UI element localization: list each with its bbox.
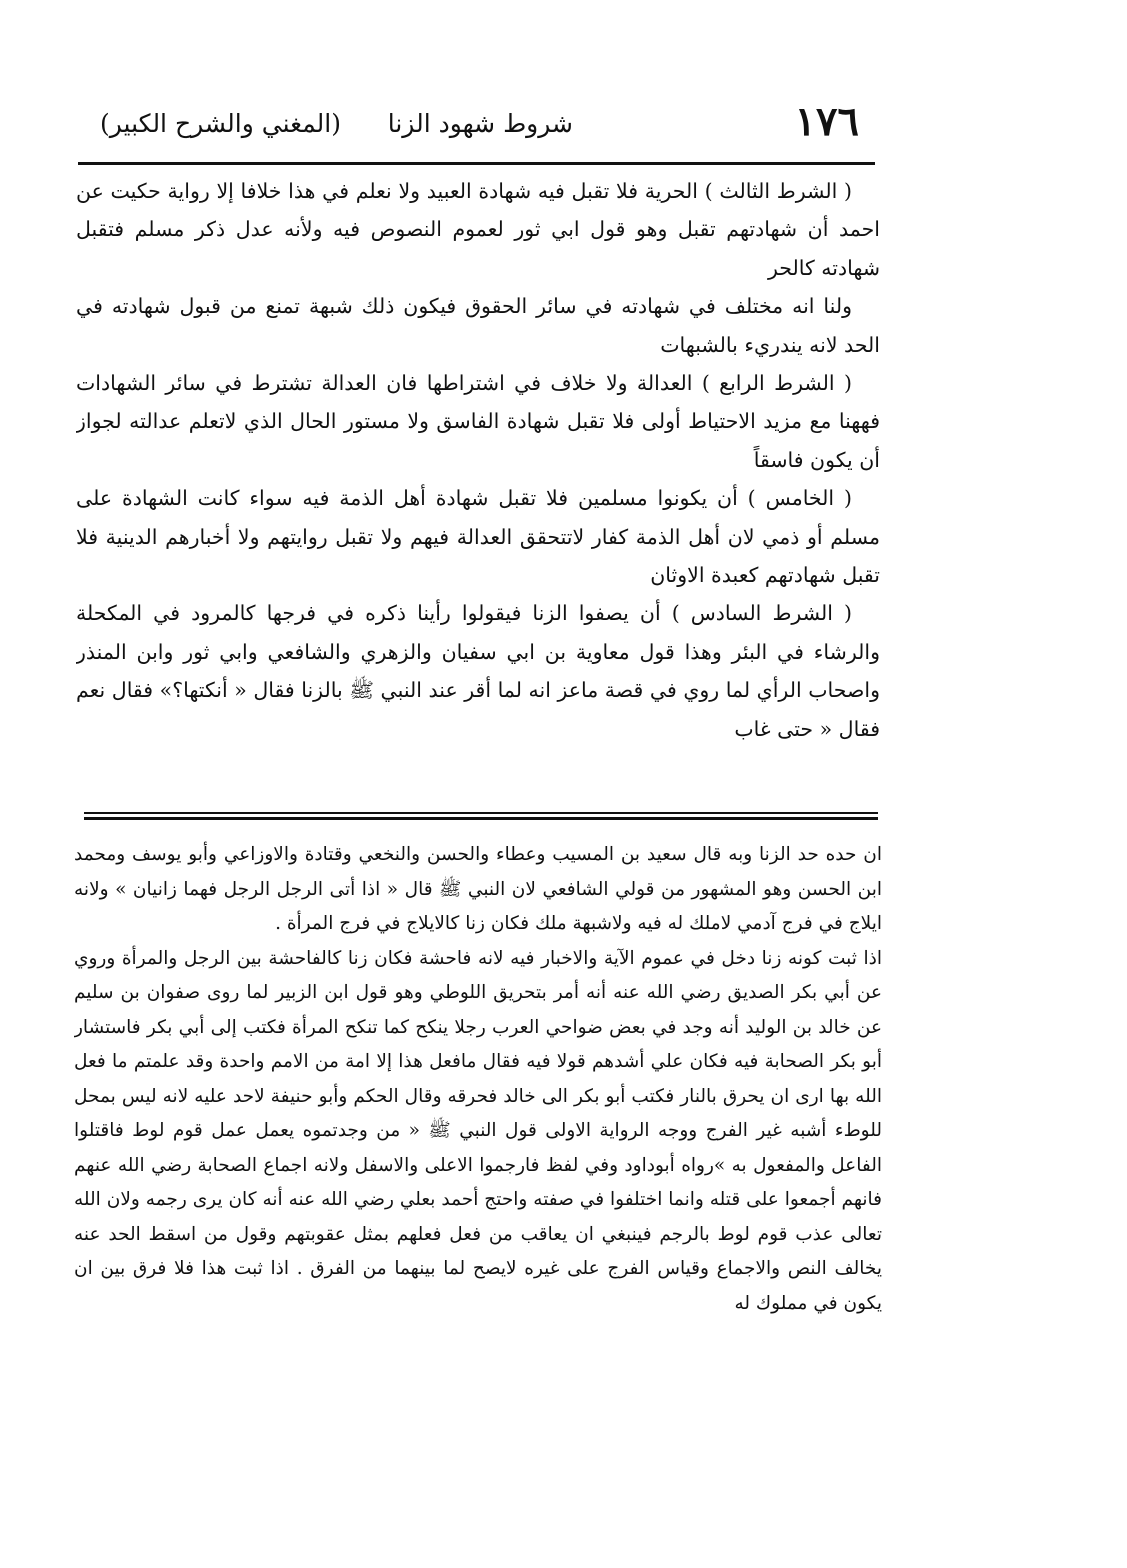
commentary-paragraph: اذا ثبت كونه زنا دخل في عموم الآية والاخبار فيه لانه فاحشة فكان زنا كالفاحشة بين الرجل والمرأة وروي عن أبي بكر الصديق رضي الله عنه أنه أمر بتحريق اللوطي وهو قول ابن الزبير لما روى صفوان بن سليم عن خالد بن الوليد أنه وجد في بعض ضواحي العرب رجلا ينكح كما تنكح المرأة فكتب إلى أبي بكر فاستشار أبو بكر الصحابة فيه فكان علي أشدهم قولا فيه فقال مافعل هذا إلا امة من الامم واحدة وقد علمتم ما فعل الله بها ارى ان يحرق بالنار فكتب أبو بكر الى خالد فحرقه وقال الحكم وأبو حنيفة لاحد عليه لانه ليس بمحل للوطء أشبه غير الفرج ووجه الرواية الاولى قول النبي ﷺ « من وجدتموه يعمل عمل قوم لوط فاقتلوا الفاعل والمفعول به »رواه أبوداود وفي لفظ فارجموا الاعلى والاسفل ولانه اجماع الصحابة رضي الله عنهم فانهم أجمعوا على قتله وانما اختلفوا في صفته واحتج أحمد بعلي رضي الله عنه أنه كان يرى رجمه ولان الله تعالى عذب قوم لوط بالرجم فينبغي ان يعاقب من فعل فعلهم بمثل عقوبتهم وقول من اسقط الحد عنه يخالف النص والاجماع وقياس الفرج على غيره لايصح لما بينهما من الفرق . اذا ثبت هذا فلا فرق بين ان يكون في مملوك له — [74, 947, 882, 1314]
header-divider — [78, 162, 875, 165]
section-divider-thick — [84, 817, 878, 820]
main-text — [76, 172, 880, 787]
paragraph-rebuttal: ولنا انه مختلف في شهادته في سائر الحقوق فيكون ذلك شبهة تمنع من قبول شهادته في الحد لانه يندريء بالشبهات — [76, 294, 880, 357]
page-number: ١٧٦ — [794, 98, 859, 145]
paragraph-third-condition: ( الشرط الثالث ) الحرية فلا تقبل فيه شهادة العبيد ولا نعلم في هذا خلافا إلا رواية حكيت عن احمد أن شهادتهم تقبل وهو قول ابي ثور لعموم النصوص فيه ولأنه عدل ذكر مسلم فتقبل شهادته كالحر — [76, 179, 880, 280]
book-title: (المغني والشرح الكبير) — [100, 109, 341, 138]
paragraph-fourth-condition: ( الشرط الرابع ) العدالة ولا خلاف في اشتراطها فان العدالة تشترط في سائر الشهادات فههنا مع مزيد الاحتياط أولى فلا تقبل شهادة الفاسق ولا مستور الحال الذي لاتعلم عدالته لجواز أن يكون فاسقاً — [76, 371, 880, 472]
commentary-paragraph: ان حده حد الزنا وبه قال سعيد بن المسيب وعطاء والحسن والنخعي وقتادة والاوزاعي وأبو يوسف ومحمد ابن الحسن وهو المشهور من قولي الشافعي لان النبي ﷺ قال « اذا أتى الرجل الرجل فهما زانيان » ولانه ايلاج في فرج آدمي لاملك له فيه ولاشبهة ملك فكان زنا كالايلاج في فرج المرأة . — [74, 844, 882, 934]
commentary-text — [74, 838, 882, 1478]
running-title: شروط شهود الزنا — [387, 109, 573, 138]
section-divider-thin — [84, 812, 878, 814]
page-header — [78, 96, 873, 156]
paragraph-sixth-condition: ( الشرط السادس ) أن يصفوا الزنا فيقولوا رأينا ذكره في فرجها كالمرود في المكحلة والرشاء في البئر وهذا قول معاوية بن ابي سفيان والزهري والشافعي وابي ثور وابن المنذر واصحاب الرأي لما روي في قصة ماعز انه لما أقر عند النبي ﷺ بالزنا فقال « أنكتها؟» فقال نعم فقال « حتى غاب — [76, 601, 880, 741]
paragraph-fifth-condition: ( الخامس ) أن يكونوا مسلمين فلا تقبل شهادة أهل الذمة فيه سواء كانت الشهادة على مسلم أو ذمي لان أهل الذمة كفار لاتتحقق العدالة فيهم ولا تقبل روايتهم ولا أخبارهم الدينية فلا تقبل شهادتهم كعبدة الاوثان — [76, 486, 880, 588]
